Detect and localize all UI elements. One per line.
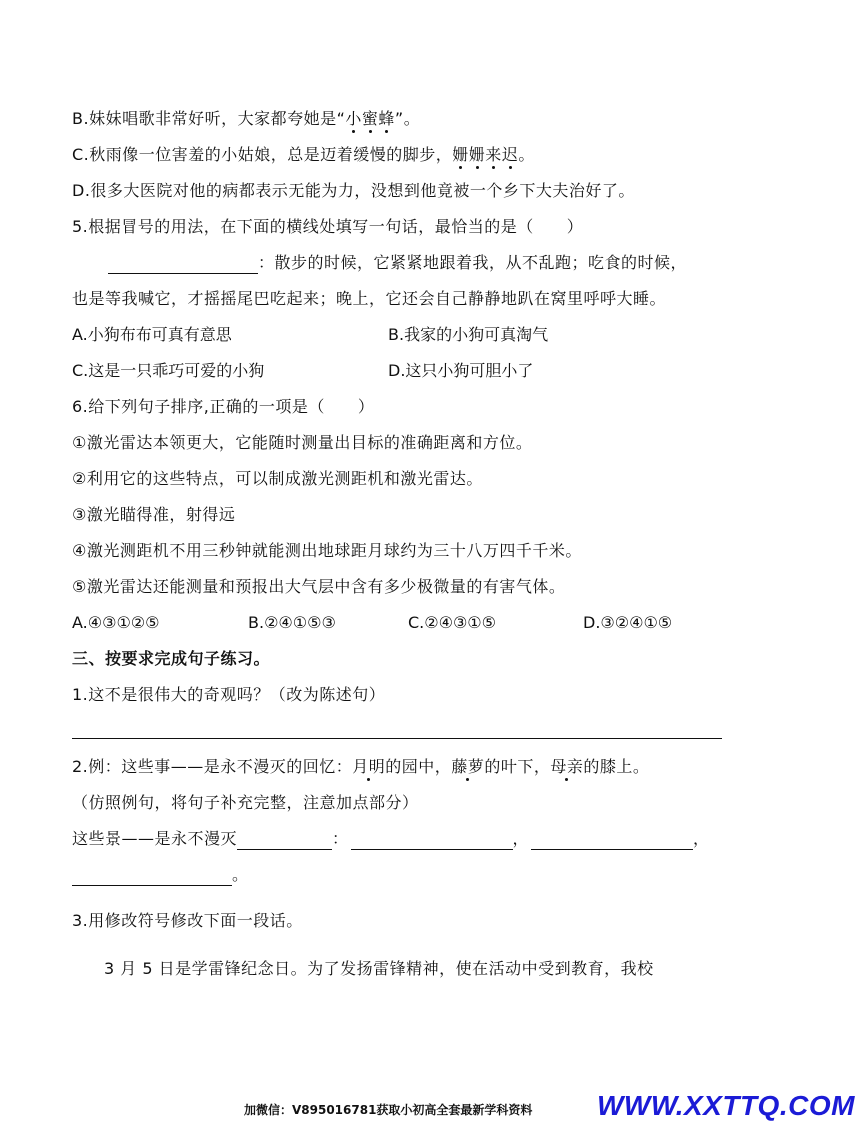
q5-answer-blank[interactable] xyxy=(108,255,258,274)
q6-sentence-5: ⑤激光雷达还能测量和预报出大气层中含有多少极微量的有害气体。 xyxy=(72,577,566,596)
s3-question-3: 3.用修改符号修改下面一段话。 xyxy=(72,911,303,930)
q5-option-b: B.我家的小狗可真淘气 xyxy=(388,325,549,344)
q5-option-c: C.这是一只乖巧可爱的小狗 xyxy=(72,361,265,380)
q6-option-a: A.④③①②⑤ xyxy=(72,613,160,632)
s3-q2-blank-1[interactable] xyxy=(237,831,332,850)
q6-sentence-4: ④激光测距机不用三秒钟就能测出地球距月球约为三十八万四千千米。 xyxy=(72,541,582,560)
section-3-title: 三、按要求完成句子练习。 xyxy=(72,649,271,668)
q6-option-d: D.③②④①⑤ xyxy=(583,613,673,632)
footer-note: 加微信：V895016781获取小初高全套最新学科资料 xyxy=(244,1103,533,1117)
s3-q2-blank-4[interactable] xyxy=(72,867,232,886)
q5-stem: 5.根据冒号的用法，在下面的横线处填写一句话，最恰当的是（ ） xyxy=(72,217,584,236)
s3-question-1: 1.这不是很伟大的奇观吗？（改为陈述句） xyxy=(72,685,386,704)
s3-q2-blank-2[interactable] xyxy=(351,831,513,850)
q5-option-d: D.这只小狗可胆小了 xyxy=(388,361,534,380)
q4-option-b: B.妹妹唱歌非常好听，大家都夸她是“小蜜蜂”。 xyxy=(72,109,421,128)
s3-question-3-paragraph: 3 月 5 日是学雷锋纪念日。为了发扬雷锋精神，使在活动中受到教育，我校 xyxy=(104,959,654,978)
q6-stem: 6.给下列句子排序,正确的一项是（ ） xyxy=(72,397,375,416)
s3-question-2-fill-line-2: 。 xyxy=(72,864,249,886)
q6-option-c: C.②④③①⑤ xyxy=(408,613,496,632)
q5-option-a: A.小狗布布可真有意思 xyxy=(72,325,232,344)
q5-passage-line1: ：散步的时候，它紧紧地跟着我，从不乱跑；吃食的时候， xyxy=(108,252,687,274)
q4-option-d: D.很多大医院对他的病都表示无能为力，没想到他竟被一个乡下大夫治好了。 xyxy=(72,181,635,200)
s3-question-2-example: 2.例：这些事——是永不漫灭的回忆：月明的园中，藤萝的叶下，母亲的膝上。 xyxy=(72,757,650,776)
footer-site-logo[interactable]: WWW.XXTTQ.COM xyxy=(597,1090,855,1121)
s3-q1-answer-line[interactable] xyxy=(72,738,722,739)
q6-sentence-2: ②利用它的这些特点，可以制成激光测距机和激光雷达。 xyxy=(72,469,483,488)
s3-q2-blank-3[interactable] xyxy=(531,831,693,850)
q6-option-b: B.②④①⑤③ xyxy=(248,613,336,632)
s3-question-2-note: （仿照例句，将句子补充完整，注意加点部分） xyxy=(72,793,419,812)
q6-sentence-1: ①激光雷达本领更大，它能随时测量出目标的准确距离和方位。 xyxy=(72,433,533,452)
q6-sentence-3: ③激光瞄得准，射得远 xyxy=(72,505,236,524)
q4-option-c: C.秋雨像一位害羞的小姑娘，总是迈着缓慢的脚步，姗姗来迟。 xyxy=(72,145,535,164)
q5-passage-line2: 也是等我喊它，才摇摇尾巴吃起来；晚上，它还会自己静静地趴在窝里呼呼大睡。 xyxy=(72,289,667,308)
s3-question-2-fill-line: 这些景——是永不漫灭 ： ， ， xyxy=(72,829,710,848)
